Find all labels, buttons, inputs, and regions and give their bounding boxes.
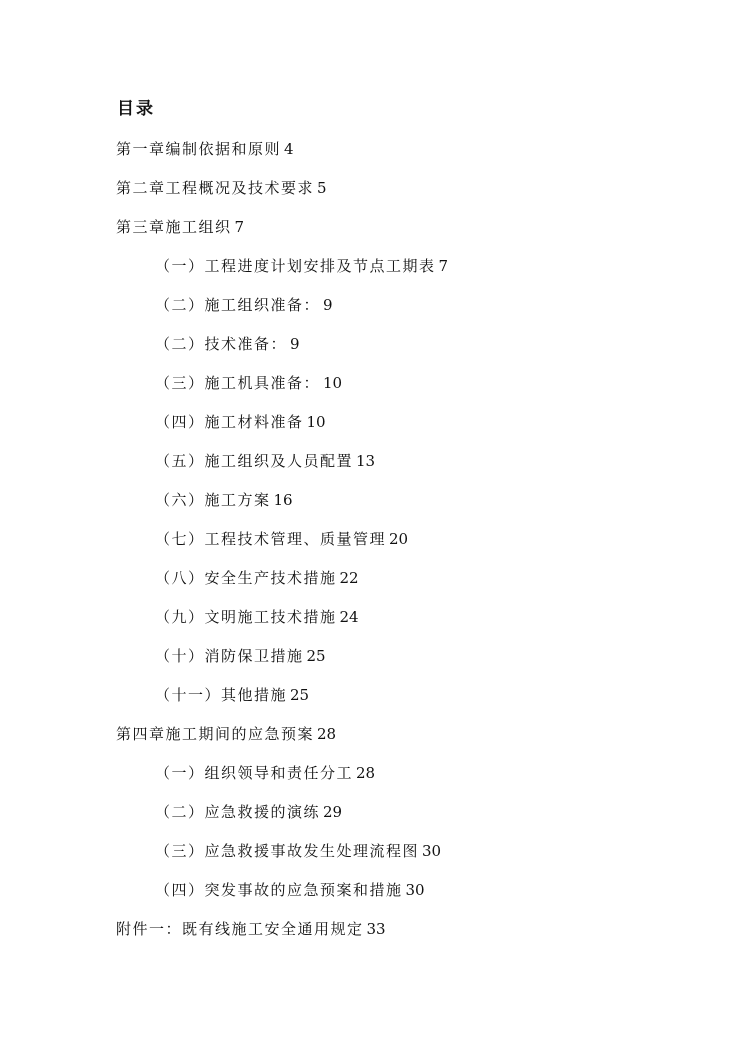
toc-entry-page: 24 — [339, 608, 359, 626]
toc-entry-text: （三）应急救援事故发生处理流程图 — [155, 842, 420, 860]
toc-entry-chapter-3[interactable] — [116, 216, 244, 238]
toc-entry-text: （十一）其他措施 — [155, 686, 288, 704]
toc-entry-page: 10 — [323, 374, 343, 392]
toc-entry-appendix-1[interactable] — [116, 918, 386, 940]
toc-entry-page: 4 — [284, 140, 294, 158]
toc-entry-page: 9 — [290, 335, 300, 353]
toc-entry-page: 25 — [290, 686, 310, 704]
toc-entry-section[interactable] — [155, 450, 375, 472]
toc-entry-section[interactable] — [155, 684, 309, 706]
toc-entry-page: 20 — [389, 530, 409, 548]
toc-entry-text: （一）工程进度计划安排及节点工期表 — [155, 257, 436, 275]
toc-entry-section[interactable] — [155, 411, 326, 433]
toc-entry-section[interactable] — [155, 489, 293, 511]
toc-entry-page: 7 — [438, 257, 449, 275]
toc-entry-text: 第二章工程概况及技术要求 — [116, 179, 315, 197]
toc-entry-page: 13 — [356, 452, 376, 470]
toc-entry-page: 30 — [405, 881, 425, 899]
toc-entry-text: （二）技术准备： — [155, 335, 288, 353]
toc-entry-section[interactable] — [155, 567, 359, 589]
toc-entry-page: 28 — [317, 725, 337, 743]
toc-entry-text: 第四章施工期间的应急预案 — [116, 725, 315, 743]
toc-entry-chapter-2[interactable] — [116, 177, 327, 199]
toc-entry-text: （二）施工组织准备： — [155, 296, 321, 314]
toc-entry-page: 30 — [422, 842, 442, 860]
toc-entry-page: 33 — [366, 920, 386, 938]
toc-entry-section[interactable] — [155, 645, 326, 667]
toc-entry-section[interactable] — [155, 840, 441, 862]
toc-entry-text: （八）安全生产技术措施 — [155, 569, 337, 587]
toc-entry-text: （九）文明施工技术措施 — [155, 608, 337, 626]
toc-entry-page: 5 — [317, 179, 327, 197]
toc-entry-section[interactable] — [155, 528, 408, 550]
toc-entry-page: 22 — [339, 569, 359, 587]
toc-entry-text: （七）工程技术管理、质量管理 — [155, 530, 387, 548]
toc-entry-page: 10 — [306, 413, 326, 431]
toc-entry-text: 第一章编制依据和原则 — [116, 140, 282, 158]
toc-entry-text: 附件一：既有线施工安全通用规定 — [116, 920, 364, 938]
toc-entry-section[interactable] — [155, 255, 448, 277]
toc-entry-text: （二）应急救援的演练 — [155, 803, 321, 821]
toc-entry-page: 28 — [356, 764, 376, 782]
toc-title: 目录 — [117, 99, 155, 119]
toc-entry-text: （一）组织领导和责任分工 — [155, 764, 354, 782]
toc-entry-section[interactable] — [155, 606, 359, 628]
toc-entry-section[interactable] — [155, 879, 425, 901]
toc-entry-page: 9 — [323, 296, 333, 314]
toc-entry-text: （十）消防保卫措施 — [155, 647, 304, 665]
toc-entry-page: 29 — [323, 803, 343, 821]
toc-entry-page: 25 — [306, 647, 326, 665]
toc-entry-text: （四）突发事故的应急预案和措施 — [155, 881, 403, 899]
toc-entry-section[interactable] — [155, 762, 375, 784]
toc-entry-text: （四）施工材料准备 — [155, 413, 304, 431]
toc-entry-section[interactable] — [155, 294, 333, 316]
toc-entry-section[interactable] — [155, 333, 300, 355]
toc-entry-text: （五）施工组织及人员配置 — [155, 452, 354, 470]
toc-entry-chapter-1[interactable] — [116, 138, 294, 160]
toc-entry-section[interactable] — [155, 801, 342, 823]
toc-entry-section[interactable] — [155, 372, 342, 394]
toc-entry-chapter-4[interactable] — [116, 723, 336, 745]
toc-entry-text: （六）施工方案 — [155, 491, 271, 509]
toc-entry-text: （三）施工机具准备： — [155, 374, 321, 392]
toc-entry-page: 7 — [234, 218, 245, 236]
toc-entry-text: 第三章施工组织 — [116, 218, 232, 236]
toc-entry-page: 16 — [273, 491, 293, 509]
